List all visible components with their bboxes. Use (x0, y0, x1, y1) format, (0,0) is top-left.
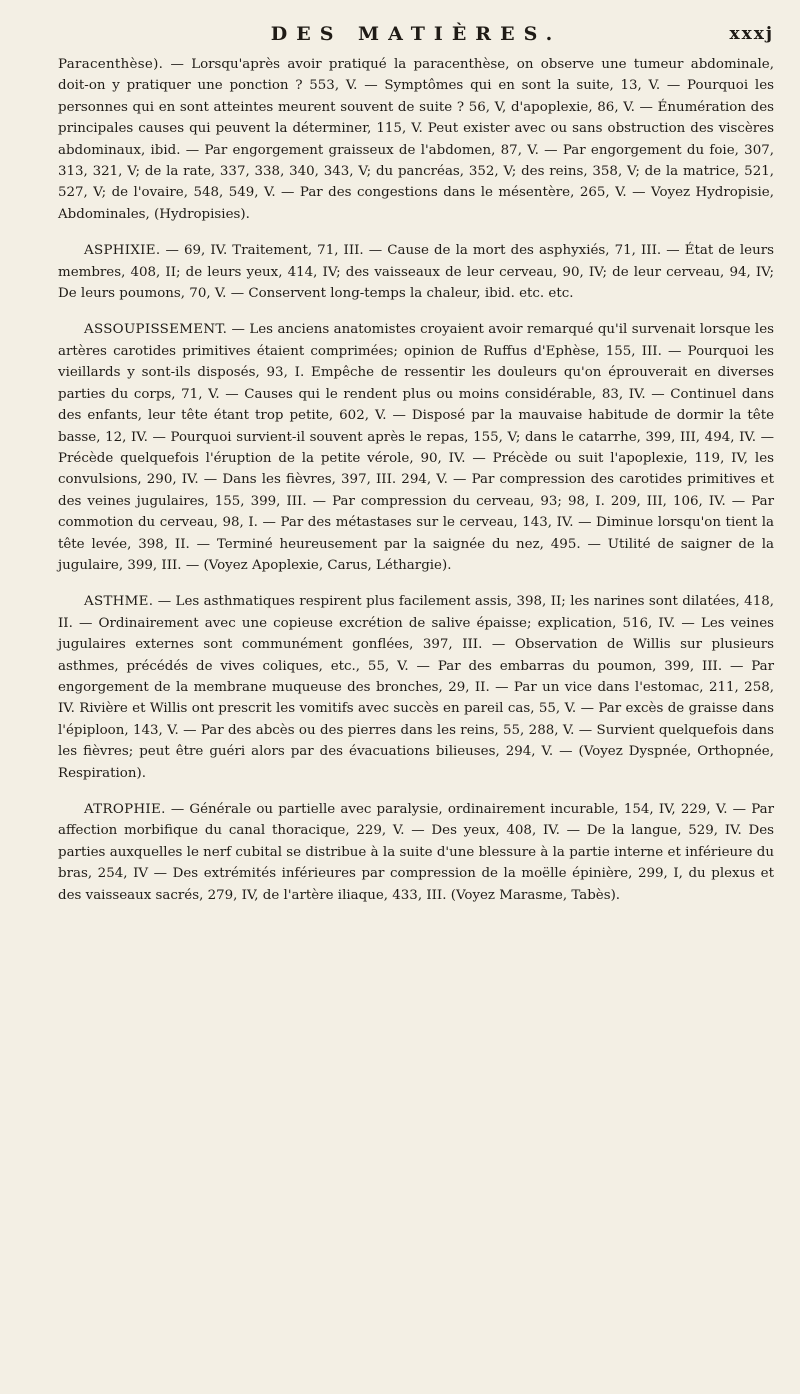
running-head (58, 14, 774, 54)
entry-heading: ASTHME. (84, 594, 154, 610)
entry-heading: ATROPHIE. (84, 802, 166, 817)
index-entry-asthme (58, 591, 774, 784)
index-entry-atrophie (58, 799, 774, 906)
entry-text: — Les asthmatiques respirent plus facilement assis, 398, II; les narines sont dilatées, 418, II. — Ordinairement avec une copieuse excrétion de salive épaisse; explication, 516, IV. — Les veines jugulaires externes sont communément gonflées, 397, III. — Observation de Willis sur plusieurs asthmes, précédés de vives coliques, etc., 55, V. — Par des embarras du poumon, 399, III. — Par engorgement de la membrane muqueuse des bronches, 29, II. — Par un vice dans l'estomac, 211, 258, IV. Rivière et Willis ont prescrit les vomitifs avec succès en pareil cas, 55, V. — Par excès de graisse dans l'épiploon, 143, V. — Par des abcès ou des pierres dans les reins, 55, 288, V. — Survient quelquefois dans les fièvres; peut être guéri alors par des évacuations bilieuses, 294, V. — (Voyez Dyspnée, Orthopnée, Respiration). (58, 594, 774, 781)
entry-text: — Lorsqu'après avoir pratiqué la paracenthèse, on observe une tumeur abdominale, doit-on y pratiquer une ponction ? 553, V. — Symptômes qui en sont la suite, 13, V. — Pourquoi les personnes qui en sont atteintes meurent souvent de suite ? 56, V, d'apoplexie, 86, V. — Énumération des principales causes qui peuvent la déterminer, 115, V. Peut exister avec ou sans obstruction des viscères abdominaux, ibid. — Par engorgement graisseux de l'abdomen, 87, V. — Par engorgement du foie, 307, 313, 321, V; de la rate, 337, 338, 340, 343, V; du pancréas, 352, V; des reins, 358, V; de la matrice, 521, 527, V; de l'ovaire, 548, 549, V. — Par des congestions dans le mésentère, 265, V. — Voyez Hydropisie, Abdominales, (Hydropisies). (58, 57, 774, 222)
entry-text: — 69, IV. Traitement, 71, III. — Cause de la mort des asphyxiés, 71, III. — État de leurs membres, 408, II; de leurs yeux, 414, IV; des vaisseaux de leur cerveau, 90, IV; de leur cerveau, 94, IV; De leurs poumons, 70, V. — Conservent long-temps la chaleur, ibid. etc. etc. (58, 243, 774, 302)
page-number: xxxj (729, 24, 774, 44)
entry-heading: ASPHIXIE. (84, 243, 161, 259)
entry-heading: ASSOUPISSEMENT. (84, 322, 228, 338)
entry-text: — Générale ou partielle avec paralysie, ordinairement incurable, 154, IV, 229, V. — Par affection morbifique du canal thoracique, 229, V. — Des yeux, 408, IV. — De la langue, 529, IV. Des parties auxquelles le nerf cubital se distribue à la suite d'une blessure à la partie interne et inférieure du bras, 254, IV — Des extrémités inférieures par compression de la moëlle épinière, 299, I, du plexus et des vaisseaux sacrés, 279, IV, de l'artère iliaque, 433, III. (Voyez Marasme, Tabès). (58, 802, 774, 903)
running-head-title: DES MATIÈRES. (270, 23, 562, 45)
entry-heading: Paracenthèse). (58, 57, 164, 72)
entry-text: — Les anciens anatomistes croyaient avoir remarqué qu'il survenait lorsque les artères carotides primitives étaient comprimées; opinion de Ruffus d'Ephèse, 155, III. — Pourquoi les vieillards y sont-ils disposés, 93, I. Empêche de ressentir les douleurs qu'on éprouverait en diverses parties du corps, 71, V. — Causes qui le rendent plus ou moins considérable, 83, IV. — Continuel dans des enfants, leur tête étant trop petite, 602, V. — Disposé par la mauvaise habitude de dormir la tête basse, 12, IV. — Pourquoi survient-il souvent après le repas, 155, V; dans le catarrhe, 399, III, 494, IV. — Précède quelquefois l'éruption de la petite vérole, 90, IV. — Précède ou suit l'apoplexie, 119, IV, les convulsions, 290, IV. — Dans les fièvres, 397, III. 294, V. — Par compression des carotides primitives et des veines jugulaires, 155, 399, III. — Par compression du cerveau, 93; 98, I. 209, III, 106, IV. — Par commotion du cerveau, 98, I. — Par des métastases sur le cerveau, 143, IV. — Diminue lorsqu'on tient la tête levée, 398, II. — Terminé heureusement par la saignée du nez, 495. — Utilité de saigner de la jugulaire, 399, III. — (Voyez Apoplexie, Carus, Léthargie). (58, 322, 774, 573)
index-entry-assoupissement (58, 319, 774, 576)
index-entry-asphixie (58, 240, 774, 304)
index-entry-paracenthese (58, 54, 774, 225)
